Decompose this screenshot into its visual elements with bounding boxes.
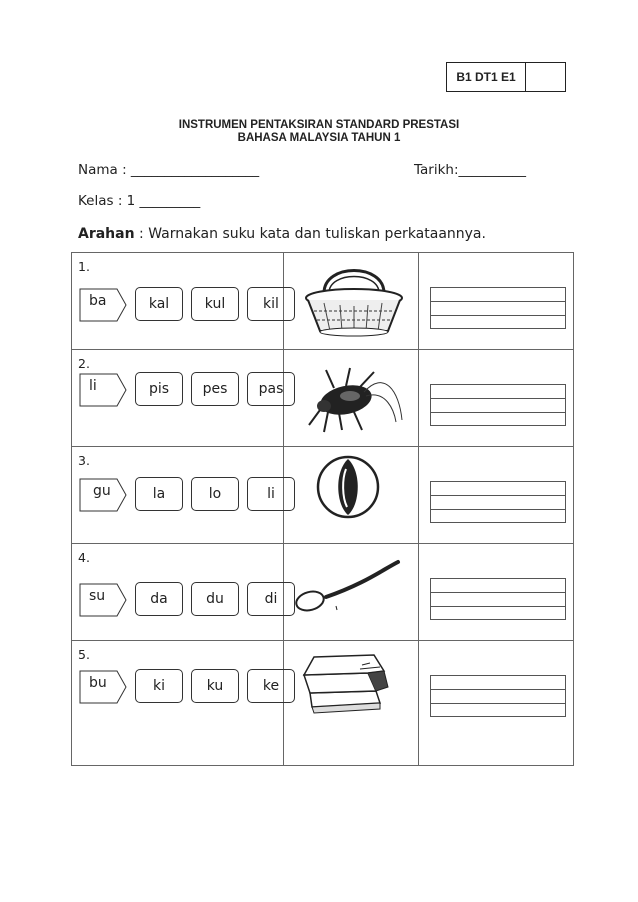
syllable-option[interactable]: pes [191, 372, 239, 406]
question-number: 2. [78, 356, 90, 371]
tarikh-field[interactable]: Tarikh:__________ [414, 162, 527, 178]
syllable-option[interactable]: da [135, 582, 183, 616]
syllable-option[interactable]: ki [135, 669, 183, 703]
answer-lines[interactable] [430, 481, 566, 523]
answer-lines[interactable] [430, 287, 566, 329]
syllable-option[interactable]: ke [247, 669, 295, 703]
syllable-option[interactable]: la [135, 477, 183, 511]
syllable-option[interactable]: lo [191, 477, 239, 511]
code-box [446, 62, 566, 92]
question-row [72, 544, 574, 641]
syllable-option[interactable]: kil [247, 287, 295, 321]
books-picture [284, 641, 418, 737]
score-box[interactable] [526, 63, 565, 91]
question-row [72, 350, 574, 447]
syllable-option[interactable]: kal [135, 287, 183, 321]
instruction [78, 226, 486, 242]
question-number: 1. [78, 259, 90, 274]
prefix-syllable: ba [79, 288, 127, 320]
instruction-text: : Warnakan suku kata dan tuliskan perkataannya. [134, 226, 486, 242]
answer-lines[interactable] [430, 384, 566, 426]
instruction-label: Arahan [78, 226, 135, 242]
cockroach-picture [284, 350, 418, 446]
question-number: 3. [78, 453, 90, 468]
prefix-syllable: gu [79, 478, 127, 510]
worksheet-code: B1 DT1 E1 [447, 63, 526, 91]
nama-field[interactable]: Nama : ___________________ [78, 162, 260, 178]
title-line-1: INSTRUMEN PENTAKSIRAN STANDARD PRESTASI [178, 119, 460, 131]
spoon-picture [284, 544, 418, 640]
syllable-option[interactable]: pis [135, 372, 183, 406]
prefix-syllable: su [79, 583, 127, 615]
question-row [72, 641, 574, 766]
question-number: 4. [78, 550, 90, 565]
question-table [71, 252, 574, 766]
syllable-option[interactable]: di [247, 582, 295, 616]
prefix-syllable: li [79, 373, 127, 405]
syllable-option[interactable]: du [191, 582, 239, 616]
prefix-syllable: bu [79, 670, 127, 702]
syllable-option[interactable]: li [247, 477, 295, 511]
kelas-field[interactable]: Kelas : 1 _________ [78, 193, 201, 209]
title-line-2: BAHASA MALAYSIA TAHUN 1 [237, 132, 401, 144]
syllable-option[interactable]: ku [191, 669, 239, 703]
syllable-option[interactable]: kul [191, 287, 239, 321]
question-number: 5. [78, 647, 90, 662]
question-row [72, 447, 574, 544]
question-row [72, 253, 574, 350]
answer-lines[interactable] [430, 675, 566, 717]
syllable-option[interactable]: pas [247, 372, 295, 406]
marble-picture [284, 447, 418, 543]
answer-lines[interactable] [430, 578, 566, 620]
basket-picture [284, 253, 418, 349]
